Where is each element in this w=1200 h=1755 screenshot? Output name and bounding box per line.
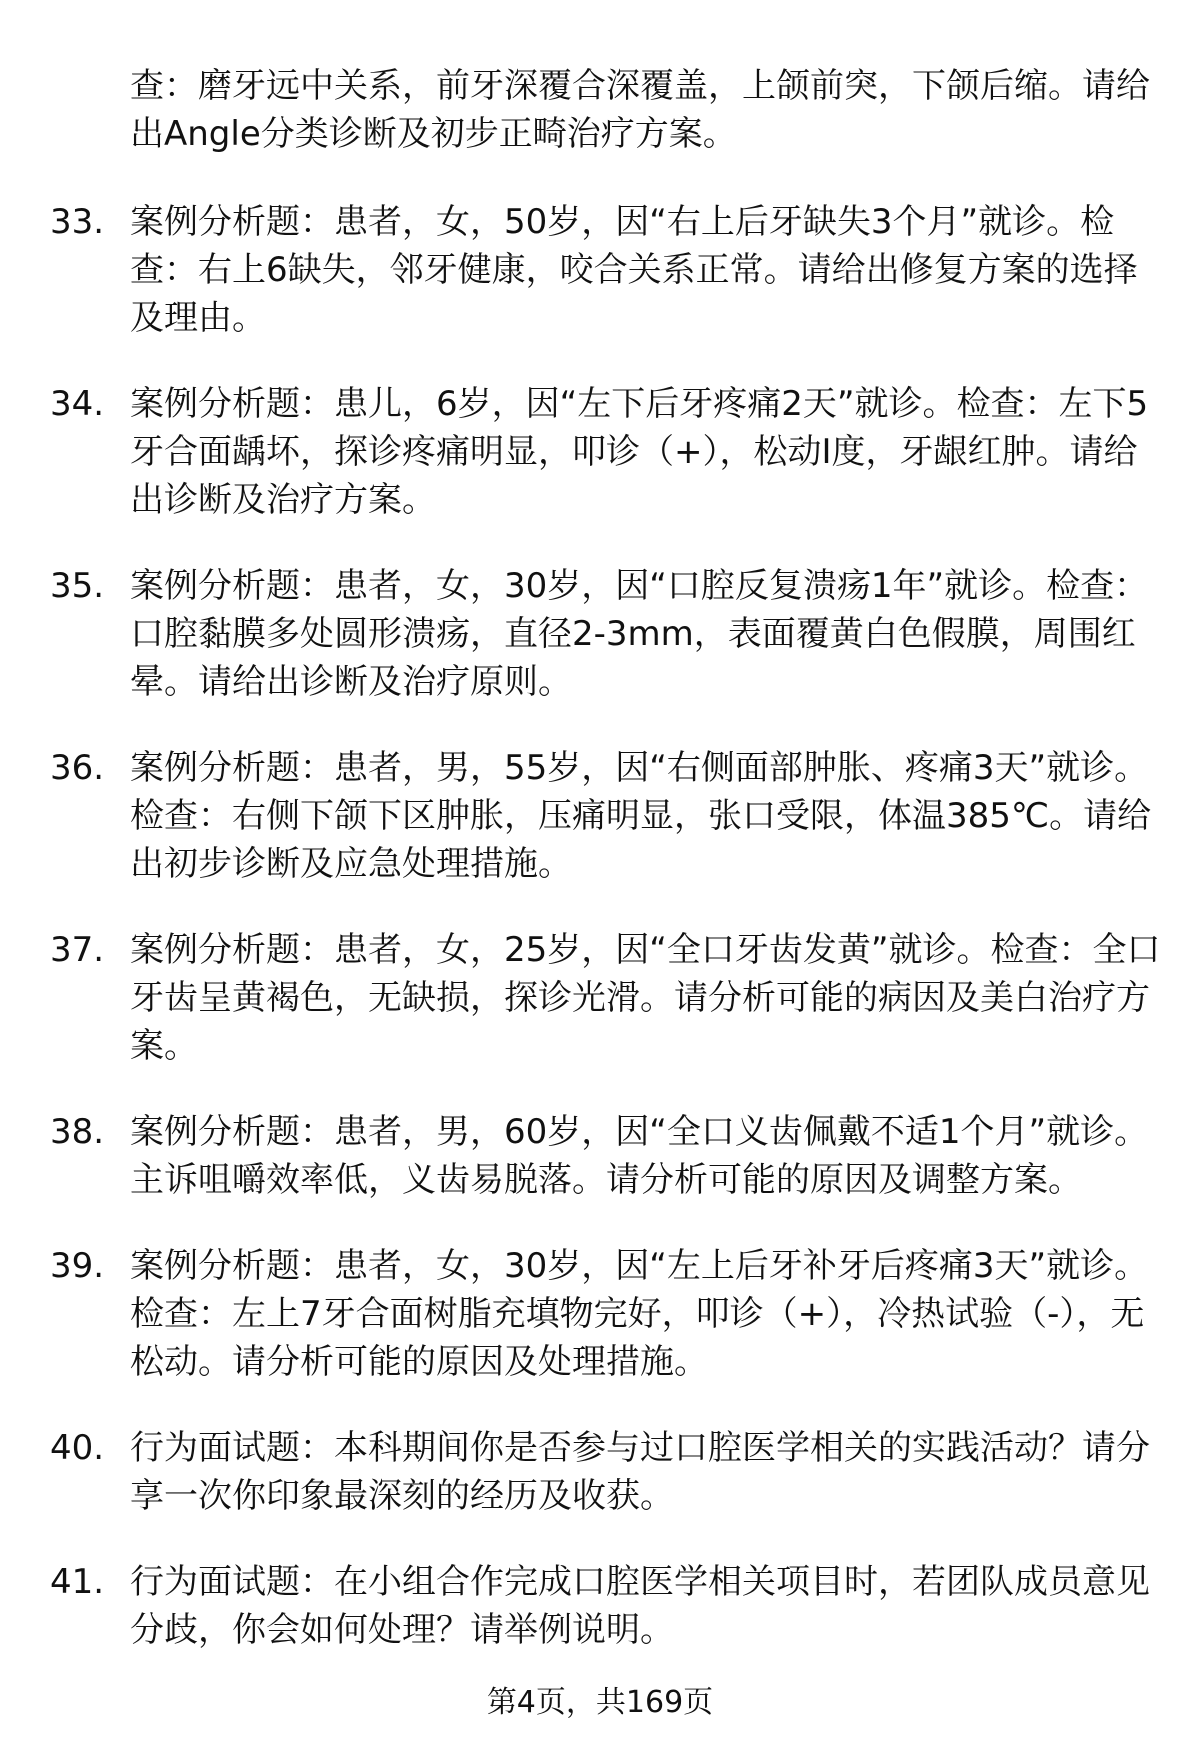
question-number: 38. (50, 1112, 105, 1152)
question-item (0, 1242, 1200, 1386)
question-item (0, 380, 1200, 524)
question-item (0, 744, 1200, 888)
question-text: 案例分析题：患者，女，30岁，因“左上后牙补牙后疼痛3天”就诊。检查：左上7牙合面树脂充填物完好，叩诊（+），冷热试验（-），无松动。请分析可能的原因及处理措施。 (130, 1246, 1149, 1382)
question-number: 40. (50, 1428, 105, 1468)
question-text: 行为面试题：在小组合作完成口腔医学相关项目时，若团队成员意见分歧，你会如何处理？请举例说明。 (130, 1562, 1150, 1650)
question-item (0, 1424, 1200, 1520)
question-text: 行为面试题：本科期间你是否参与过口腔医学相关的实践活动？请分享一次你印象最深刻的经历及收获。 (130, 1428, 1150, 1516)
question-item (0, 562, 1200, 706)
page-content (0, 62, 1200, 1692)
question-number: 33. (50, 202, 105, 242)
question-number: 34. (50, 384, 105, 424)
question-item (0, 1108, 1200, 1204)
question-text: 案例分析题：患者，男，55岁，因“右侧面部肿胀、疼痛3天”就诊。检查：右侧下颌下区肿胀，压痛明显，张口受限，体温385℃。请给出初步诊断及应急处理措施。 (130, 748, 1152, 884)
question-text: 案例分析题：患儿，6岁，因“左下后牙疼痛2天”就诊。检查：左下5牙合面龋坏，探诊疼痛明显，叩诊（+），松动Ⅰ度，牙龈红肿。请给出诊断及治疗方案。 (130, 384, 1149, 520)
continued-question-text: 查：磨牙远中关系，前牙深覆合深覆盖，上颌前突，下颌后缩。请给出Angle分类诊断及初步正畸治疗方案。 (130, 66, 1150, 154)
question-text: 案例分析题：患者，女，25岁，因“全口牙齿发黄”就诊。检查：全口牙齿呈黄褐色，无缺损，探诊光滑。请分析可能的病因及美白治疗方案。 (130, 930, 1161, 1066)
page-footer: 第4页，共169页 (486, 1685, 714, 1720)
question-number: 36. (50, 748, 105, 788)
question-number: 37. (50, 930, 105, 970)
question-number: 39. (50, 1246, 105, 1286)
question-number: 35. (50, 566, 105, 606)
question-item (0, 926, 1200, 1070)
question-text: 案例分析题：患者，女，30岁，因“口腔反复溃疡1年”就诊。检查：口腔黏膜多处圆形溃疡，直径2-3mm，表面覆黄白色假膜，周围红晕。请给出诊断及治疗原则。 (130, 566, 1149, 702)
question-item (0, 198, 1200, 342)
question-number: 41. (50, 1562, 105, 1602)
question-item (0, 1558, 1200, 1654)
question-text: 案例分析题：患者，男，60岁，因“全口义齿佩戴不适1个月”就诊。主诉咀嚼效率低，义齿易脱落。请分析可能的原因及调整方案。 (130, 1112, 1149, 1200)
question-text: 案例分析题：患者，女，50岁，因“右上后牙缺失3个月”就诊。检查：右上6缺失，邻牙健康，咬合关系正常。请给出修复方案的选择及理由。 (130, 202, 1138, 338)
